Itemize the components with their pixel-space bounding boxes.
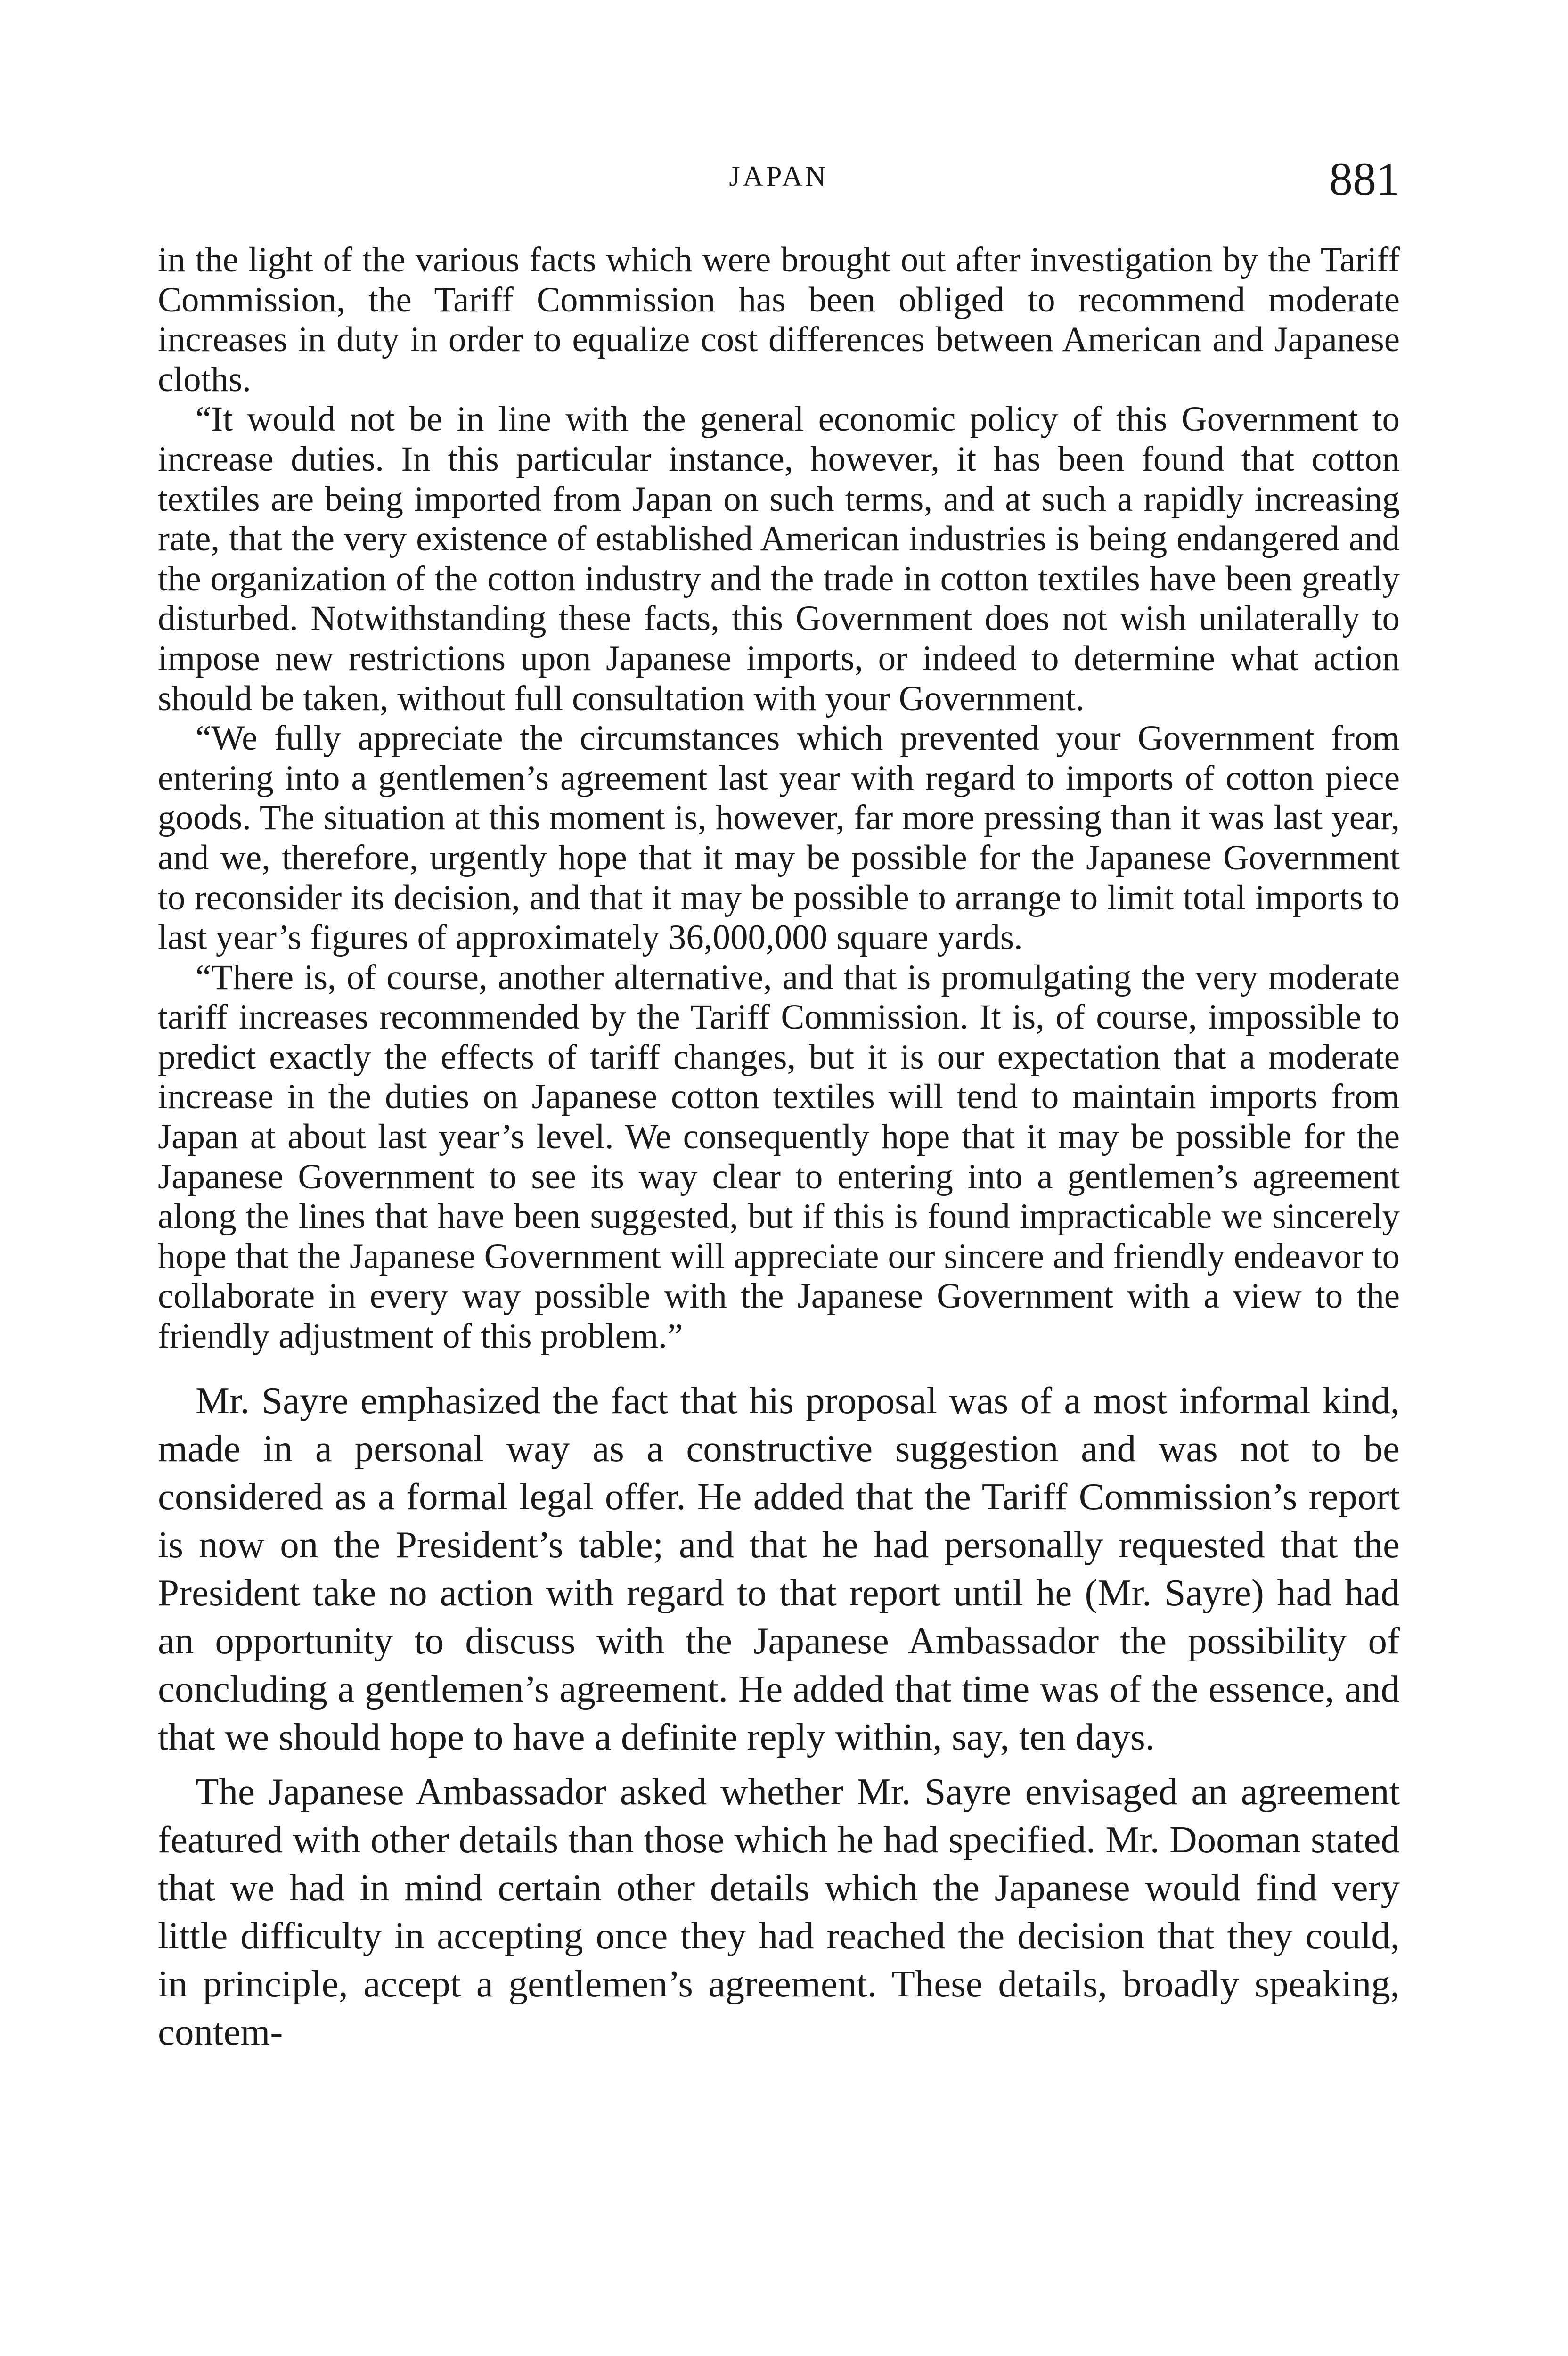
running-header xyxy=(158,152,1400,213)
narrative-paragraph: Mr. Sayre emphasized the fact that his proposal was of a most informal kind, made in a personal way as a constructive suggestion and was not to be considered as a formal legal offer. He added that the Tariff Commission’s report is now on the President’s table; and that he had personally requested that the President take no action with regard to that report until he (Mr. Sayre) had had an opportunity to discuss with the Japanese Ambassador the possibility of concluding a gentlemen’s agreement. He added that time was of the essence, and that we should hope to have a definite reply within, say, ten days. xyxy=(158,1379,1400,1758)
narrative-paragraph: The Japanese Ambassador asked whether Mr. Sayre envisaged an agreement featured with other details than those which he had specified. Mr. Dooman stated that we had in mind certain other details which the Japanese would find very little difficulty in accepting once they had reached the decision that they could, in principle, accept a gentlemen’s agreement. These details, broadly speaking, contem- xyxy=(158,1770,1400,2053)
running-title: JAPAN xyxy=(729,161,829,192)
quote-paragraph: in the light of the various facts which were brought out after investigation by the Tariff Commission, the Tariff Commission has been obliged to recommend moderate increases in duty in order to equalize cost differences between American and Japanese cloths. xyxy=(158,240,1400,399)
page-number: 881 xyxy=(1329,153,1400,205)
quoted-letter xyxy=(158,240,1400,1357)
body-text xyxy=(158,240,1400,2056)
quote-paragraph: “There is, of course, another alternative, and that is promulgating the very moderate tariff increases recommended by the Tariff Commission. It is, of course, impossible to predict exactly the effects of tariff changes, but it is our expectation that a moderate increase in the duties on Japanese cotton textiles will tend to maintain imports from Japan at about last year’s level. We consequently hope that it may be possible for the Japanese Government to see its way clear to entering into a gentlemen’s agreement along the lines that have been suggested, but if this is found impracticable we sincerely hope that the Japanese Government will appreciate our sincere and friendly endeavor to collaborate in every way possible with the Japanese Government with a view to the friendly adjustment of this problem.” xyxy=(158,957,1400,1356)
narrative-text xyxy=(158,1376,1400,2056)
quote-paragraph: “We fully appreciate the circumstances which prevented your Government from entering into a gentlemen’s agreement last year with regard to imports of cotton piece goods. The situation at this moment is, however, far more pressing than it was last year, and we, therefore, urgently hope that it may be possible for the Japanese Government to reconsider its decision, and that it may be possible to arrange to limit total imports to last year’s figures of approximately 36,000,000 square yards. xyxy=(158,719,1400,957)
quote-paragraph: “It would not be in line with the general economic policy of this Government to increase duties. In this particular instance, however, it has been found that cotton textiles are being imported from Japan on such terms, and at such a rapidly increasing rate, that the very existence of established American industries is being endangered and the organization of the cotton industry and the trade in cotton textiles have been greatly disturbed. Notwithstanding these facts, this Government does not wish unilaterally to impose new restrictions upon Japanese imports, or indeed to determine what action should be taken, without full consultation with your Government. xyxy=(158,400,1400,718)
